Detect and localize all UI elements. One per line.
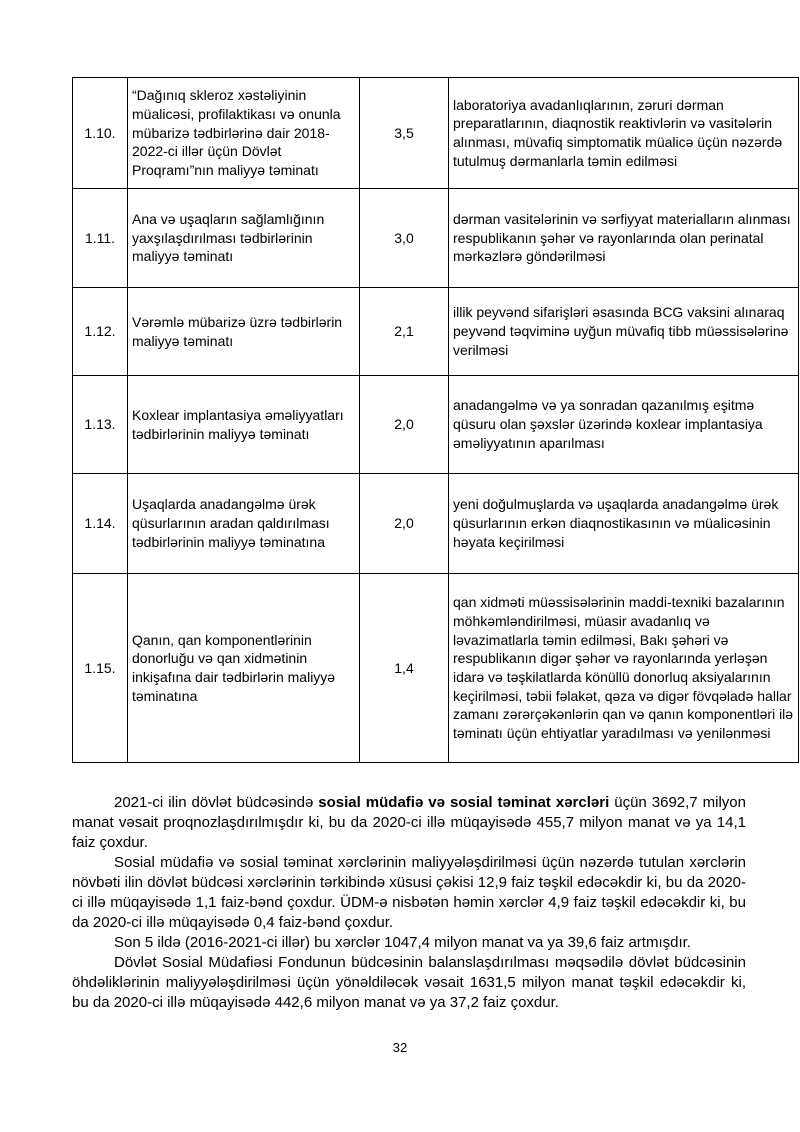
table-row [73,574,799,763]
table-row [73,189,799,288]
paragraph-social-protection-fund: Dövlət Sosial Müdafiəsi Fondunun büdcəsinin balanslaşdırılması məqsədilə dövlət büdcəsinin öhdəliklərinin maliyyələşdirilməsi üçün yönəldiləcək vəsait 1631,5 milyon manat təşkil edəcəkdir ki, bu da 2020-ci illə müqayisədə 442,6 milyon manat və ya 37,2 faiz çoxdur. [72,954,746,1011]
description-cell: anadangəlmə və ya sonradan qazanılmış eşitmə qüsuru olan şəxslər üzərində koxlear implantasiya əməliyyatının aparılması [449,376,799,474]
amount-cell: 2,0 [360,474,449,574]
paragraph-share-of-budget: Sosial müdafiə və sosial təminat xərclərinin maliyyələşdirilməsi üçün nəzərdə tutulan xərclərin növbəti ilin dövlət büdcəsi xərclərinin tərkibində xüsusi çəkisi 12,9 faiz təşkil edəcəkdir ki, bu da 2020-ci illə müqayisədə 1,1 faiz-bənd çoxdur. ÜDM-ə nisbətən həmin xərclər 4,9 faiz təşkil edəcəkdir ki, bu da 2020-ci illə müqayisədə 0,4 faiz-bənd çoxdur. [72,854,746,931]
amount-cell: 1,4 [360,574,449,763]
paragraph-social-protection-total [72,793,746,853]
amount-cell: 2,0 [360,376,449,474]
table-row [73,376,799,474]
row-number-cell: 1.14. [73,474,128,574]
budget-measures-table [72,77,799,763]
amount-cell: 2,1 [360,288,449,376]
description-cell: yeni doğulmuşlarda və uşaqlarda anadangəlmə ürək qüsurlarının erkən diaqnostikasının və müalicəsinin həyata keçirilməsi [449,474,799,574]
row-number-cell: 1.15. [73,574,128,763]
measure-title-cell: “Dağınıq skleroz xəstəliyinin müalicəsi, profilaktikası və onunla mübarizə tədbirlərinə dair 2018-2022-ci illər üçün Dövlət Proqramı”nın maliyyə təminatı [128,78,360,189]
description-cell: illik peyvənd sifarişləri əsasında BCG vaksini alınaraq peyvənd təqviminə uyğun müvafiq tibb müəssisələrinə verilməsi [449,288,799,376]
paragraph-five-year-growth: Son 5 ildə (2016-2021-ci illər) bu xərclər 1047,4 milyon manat va ya 39,6 faiz artmışdır. [114,934,691,951]
row-number-cell: 1.13. [73,376,128,474]
measure-title-cell: Vərəmlə mübarizə üzrə tədbirlərin maliyyə təminatı [128,288,360,376]
description-cell: qan xidməti müəssisələrinin maddi-texniki bazalarının möhkəmləndirilməsi, müasir avadanlıq və ləvazimatlarla təmin edilməsi, Bakı şəhəri və respublikanın digər şəhər və rayonlarında yerləşən idarə və təşkilatlarda könüllü donorluq aksiyalarının keçirilməsi, təbii fəlakət, qəza və digər fövqəladə hallar zamanı zərərçəkənlərin qan və qanın komponentləri ilə təminatı üçün ehtiyatlar yaradılması və yenilənməsi [449,574,799,763]
amount-cell: 3,5 [360,78,449,189]
description-cell: laboratoriya avadanlıqlarının, zəruri dərman preparatlarının, diaqnostik reaktivlərin və vasitələrin alınması, müvafiq simptomatik müalicə üçün nəzərdə tutulmuş dərmanlarla təmin edilməsi [449,78,799,189]
table-row [73,288,799,376]
paragraph-text: üçün 3692,7 milyon manat vəsait proqnozlaşdırılmışdır ki, bu da 2020-ci illə müqayisədə 455,7 milyon manat və ya 14,1 faiz çoxdur. [72,794,746,851]
bold-highlight: sosial müdafiə və sosial təminat xərcləri [318,794,610,811]
page-number: 32 [392,1040,408,1055]
row-number-cell: 1.10. [73,78,128,189]
row-number-cell: 1.11. [73,189,128,288]
measure-title-cell: Qanın, qan komponentlərinin donorluğu və qan xidmətinin inkişafına dair tədbirlərin maliyyə təminatına [128,574,360,763]
table-row [73,78,799,189]
description-cell: dərman vasitələrinin və sərfiyyat materialların alınması respublikanın şəhər və rayonlarında olan perinatal mərkəzlərə göndərilməsi [449,189,799,288]
measure-title-cell: Ana və uşaqların sağlamlığının yaxşılaşdırılması tədbirlərinin maliyyə təminatı [128,189,360,288]
measure-title-cell: Uşaqlarda anadangəlmə ürək qüsurlarının aradan qaldırılması tədbirlərinin maliyyə təminatına [128,474,360,574]
table-row [73,474,799,574]
amount-cell: 3,0 [360,189,449,288]
body-text [72,793,746,1013]
measure-title-cell: Koxlear implantasiya əməliyyatları tədbirlərinin maliyyə təminatı [128,376,360,474]
row-number-cell: 1.12. [73,288,128,376]
paragraph-text: 2021-ci ilin dövlət büdcəsində [114,794,319,811]
